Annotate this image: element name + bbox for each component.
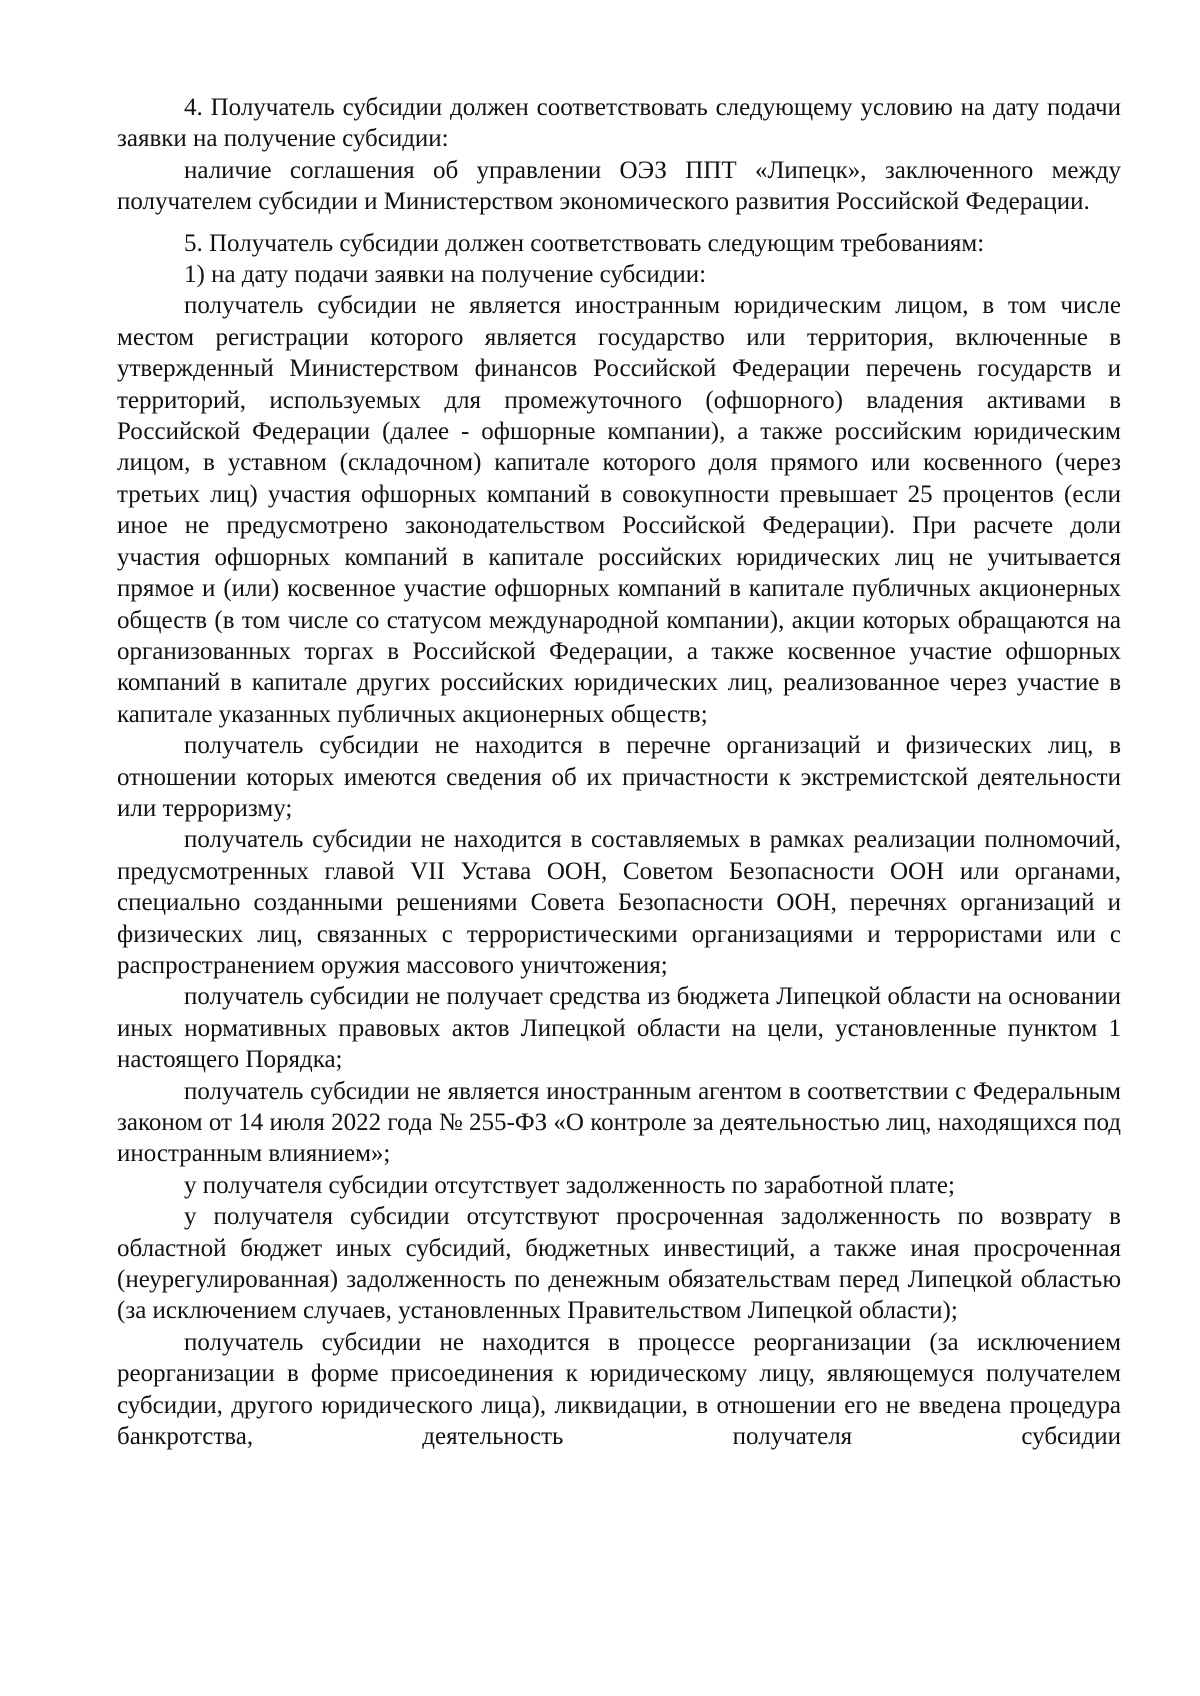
paragraph-overdue-debt: у получателя субсидии отсутствуют просроченная задолженность по возврату в областной бюджет иных субсидий, бюджетных инвестиций, а также иная просроченная (неурегулированная) задолженность по денежным обязательствам перед Липецкой областью (за исключением случаев, установленных Правительством Липецкой области); xyxy=(117,1203,1121,1325)
document-page xyxy=(117,92,1121,1452)
paragraph-un-lists: получатель субсидии не находится в составляемых в рамках реализации полномочий, предусмотренных главой VII Устава ООН, Советом Безопасности ООН или органами, специально созданными решениями Совета Безопасности ООН, перечнях организаций и физических лиц, связанных с террористическими организациями и террористами или с распространением оружия массового уничтожения; xyxy=(117,826,1121,979)
paragraph-offshore: получатель субсидии не является иностранным юридическим лицом, в том числе местом регистрации которого является государство или территория, включенные в утвержденный Министерством финансов Российской Федерации перечень государств и территорий, используемых для промежуточного (офшорного) владения активами в Российской Федерации (далее - офшорные компании), а также российским юридическим лицом, в уставном (складочном) капитале которого доля прямого или косвенного (через третьих лиц) участия офшорных компаний в совокупности превышает 25 процентов (если иное не предусмотрено законодательством Российской Федерации). При расчете доли участия офшорных компаний в капитале российских юридических лиц не учитывается прямое и (или) косвенное участие офшорных компаний в капитале публичных акционерных обществ (в том числе со статусом международной компании), акции которых обращаются на организованных торгах в Российской Федерации, а также косвенное участие офшорных компаний в капитале других российских юридических лиц, реализованное через участие в капитале указанных публичных акционерных обществ; xyxy=(117,292,1121,728)
paragraph-budget-funds: получатель субсидии не получает средства из бюджета Липецкой области на основании иных нормативных правовых актов Липецкой области на цели, установленные пунктом 1 настоящего Порядка; xyxy=(117,983,1121,1074)
paragraph-4-condition: 4. Получатель субсидии должен соответствовать следующему условию на дату подачи заявки на получение субсидии: xyxy=(117,94,1121,153)
paragraph-5-requirements: 5. Получатель субсидии должен соответствовать следующим требованиям: xyxy=(184,229,985,257)
paragraph-foreign-agent: получатель субсидии не является иностранным агентом в соответствии с Федеральным законом от 14 июля 2022 года № 255-ФЗ «О контроле за деятельностью лиц, находящихся под иностранным влиянием»; xyxy=(117,1077,1121,1168)
paragraph-agreement: наличие соглашения об управлении ОЭЗ ППТ «Липецк», заключенного между получателем субсидии и Министерством экономического развития Российской Федерации. xyxy=(117,156,1121,216)
paragraph-wage-debt: у получателя субсидии отсутствует задолженность по заработной плате; xyxy=(184,1171,955,1199)
paragraph-reorganization: получатель субсидии не находится в процессе реорганизации (за исключением реорганизации в форме присоединения к юридическому лицу, являющемуся получателем субсидии, другого юридического лица), ликвидации, в отношении его не введена процедура банкротства, деятельность получателя субсидии xyxy=(117,1328,1121,1451)
paragraph-5-1-date: 1) на дату подачи заявки на получение субсидии: xyxy=(184,261,707,289)
paragraph-extremism: получатель субсидии не находится в перечне организаций и физических лиц, в отношении которых имеются сведения об их причастности к экстремистской деятельности или терроризму; xyxy=(117,732,1121,822)
